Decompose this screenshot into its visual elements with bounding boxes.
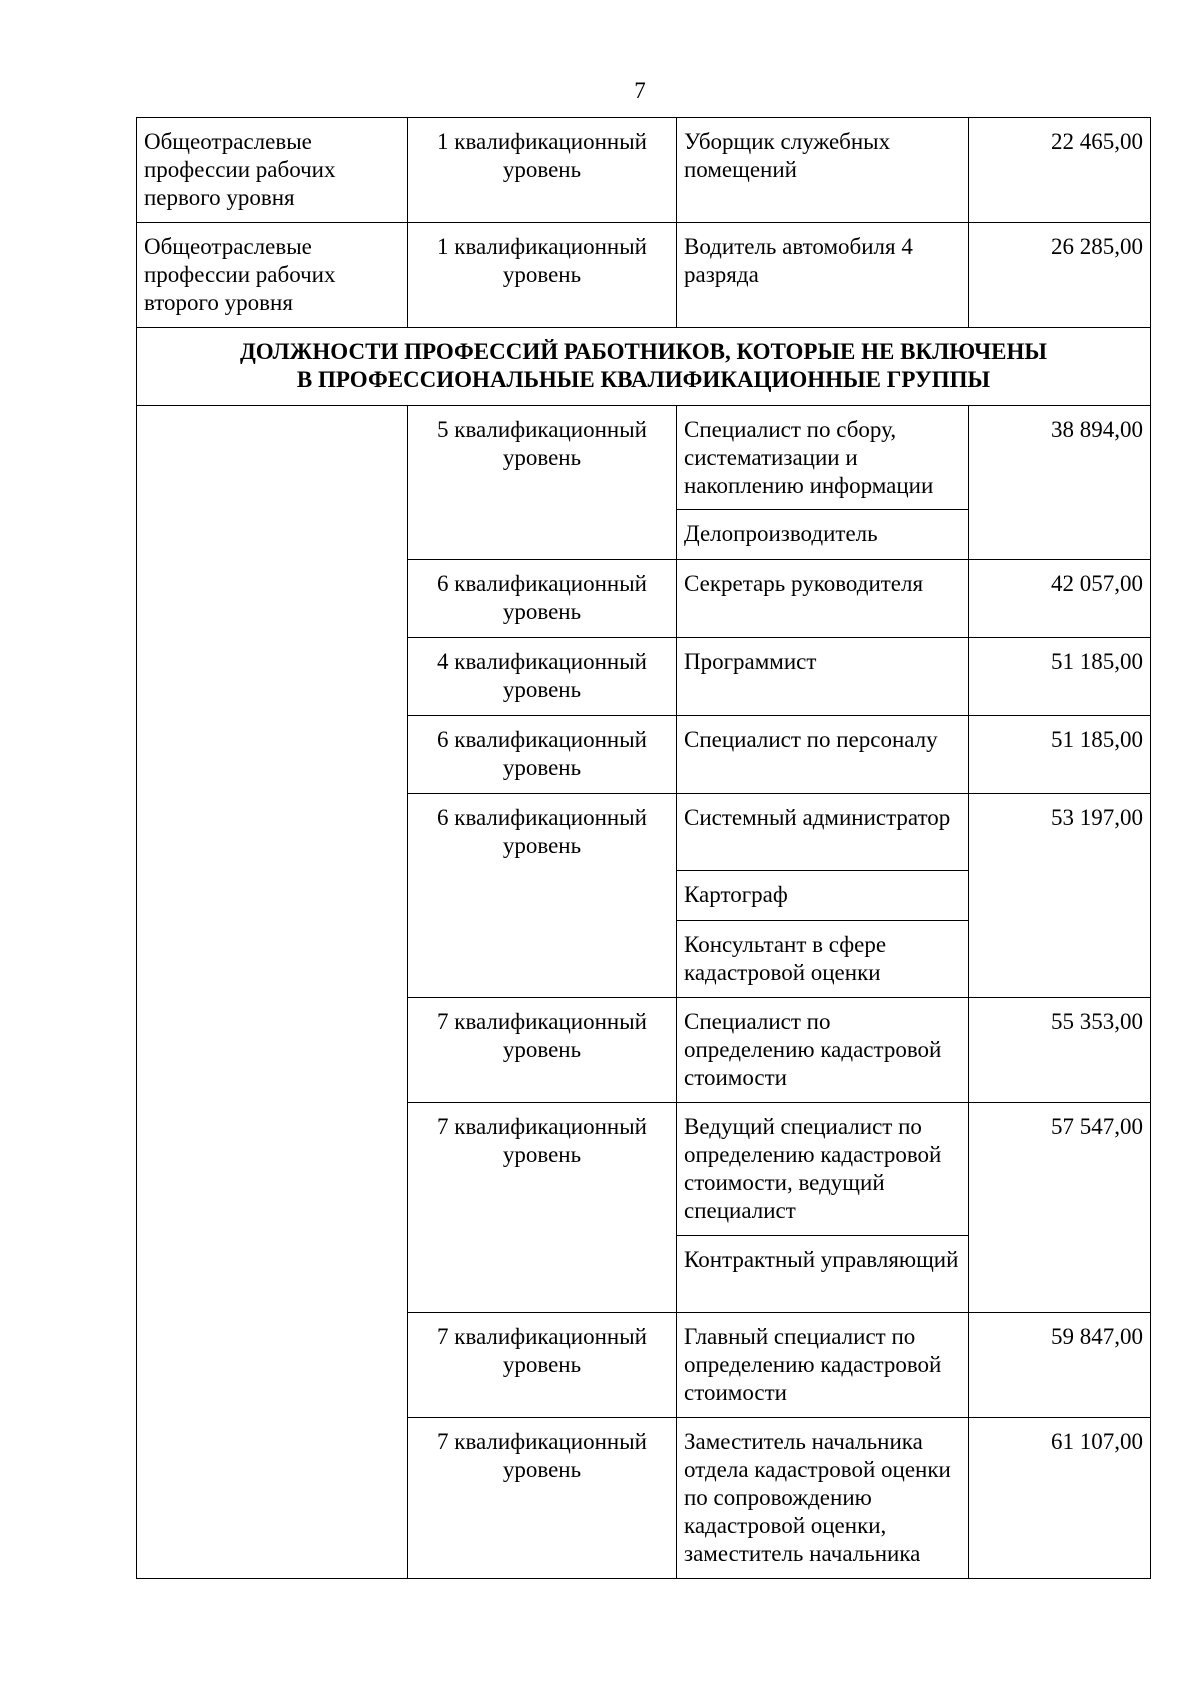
position-cell: Заместитель начальника отдела кадастровой оценки по сопровождению кадастровой оценки, заместитель начальника — [677, 1418, 969, 1579]
position-cell: Делопроизводитель — [677, 510, 969, 560]
salary-cell: 42 057,00 — [969, 560, 1151, 638]
section-heading-line: В ПРОФЕССИОНАЛЬНЫЕ КВАЛИФИКАЦИОННЫЕ ГРУППЫ — [296, 367, 991, 392]
level-cell: 1 квалификационный уровень — [408, 118, 677, 223]
level-cell: 5 квалификационный уровень — [408, 406, 677, 560]
salary-cell: 38 894,00 — [969, 406, 1151, 560]
table-row — [137, 406, 1151, 510]
position-cell: Водитель автомобиля 4 разряда — [677, 223, 969, 328]
salary-cell: 26 285,00 — [969, 223, 1151, 328]
position-cell: Картограф — [677, 871, 969, 921]
table-row — [137, 118, 1151, 223]
salary-cell: 22 465,00 — [969, 118, 1151, 223]
salary-cell: 51 185,00 — [969, 716, 1151, 794]
position-cell: Уборщик служебных помещений — [677, 118, 969, 223]
position-cell: Специалист по персоналу — [677, 716, 969, 794]
level-cell: 7 квалификационный уровень — [408, 998, 677, 1103]
salary-cell: 57 547,00 — [969, 1103, 1151, 1313]
level-cell: 6 квалификационный уровень — [408, 794, 677, 998]
salary-cell: 51 185,00 — [969, 638, 1151, 716]
position-cell: Консультант в сфере кадастровой оценки — [677, 921, 969, 998]
position-cell: Ведущий специалист по определению кадастровой стоимости, ведущий специалист — [677, 1103, 969, 1236]
page-number: 7 — [634, 78, 646, 103]
table-row — [137, 223, 1151, 328]
salary-table — [136, 117, 1151, 1579]
level-cell: 7 квалификационный уровень — [408, 1313, 677, 1418]
level-cell: 7 квалификационный уровень — [408, 1103, 677, 1313]
group-cell: Общеотраслевые профессии рабочих второго уровня — [137, 223, 408, 328]
position-cell: Системный администратор — [677, 794, 969, 871]
empty-group-cell — [137, 406, 408, 1579]
section-heading-line: ДОЛЖНОСТИ ПРОФЕССИЙ РАБОТНИКОВ, КОТОРЫЕ НЕ ВКЛЮЧЕНЫ — [239, 339, 1048, 364]
position-cell: Контрактный управляющий — [677, 1236, 969, 1313]
position-cell: Специалист по определению кадастровой стоимости — [677, 998, 969, 1103]
level-cell: 6 квалификационный уровень — [408, 716, 677, 794]
position-cell: Главный специалист по определению кадастровой стоимости — [677, 1313, 969, 1418]
salary-cell: 61 107,00 — [969, 1418, 1151, 1579]
position-cell: Секретарь руководителя — [677, 560, 969, 638]
level-cell: 7 квалификационный уровень — [408, 1418, 677, 1579]
group-cell: Общеотраслевые профессии рабочих первого уровня — [137, 118, 408, 223]
position-cell: Специалист по сбору, систематизации и накоплению информации — [677, 406, 969, 510]
level-cell: 4 квалификационный уровень — [408, 638, 677, 716]
section-heading-row — [137, 328, 1151, 406]
position-cell: Программист — [677, 638, 969, 716]
level-cell: 6 квалификационный уровень — [408, 560, 677, 638]
salary-cell: 53 197,00 — [969, 794, 1151, 998]
salary-cell: 55 353,00 — [969, 998, 1151, 1103]
level-cell: 1 квалификационный уровень — [408, 223, 677, 328]
salary-cell: 59 847,00 — [969, 1313, 1151, 1418]
section-heading — [137, 328, 1151, 406]
